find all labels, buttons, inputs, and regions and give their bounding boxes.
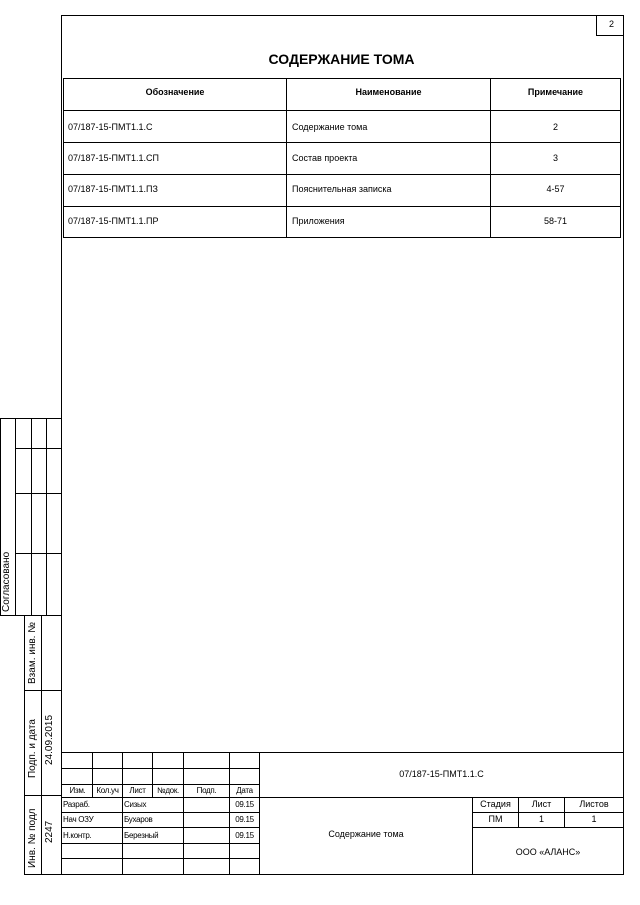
col-header-date: Дата bbox=[236, 786, 253, 795]
col-header-qty: Кол.уч bbox=[96, 786, 119, 795]
frame-bottom bbox=[61, 874, 624, 875]
orig-inv-label: Инв. № подл bbox=[27, 808, 38, 868]
sheets-value: 1 bbox=[591, 814, 597, 824]
sheet-value: 1 bbox=[538, 814, 544, 824]
orig-inv-value: 2247 bbox=[44, 820, 55, 843]
col-header-change: Изм. bbox=[69, 786, 86, 795]
doc-name: Содержание тома bbox=[328, 829, 404, 839]
header-designation: Обозначение bbox=[145, 87, 205, 97]
frame-right bbox=[623, 15, 624, 875]
page-title: СОДЕРЖАНИЕ ТОМА bbox=[268, 51, 415, 67]
col-header-sheet: Лист bbox=[129, 786, 146, 795]
sign-date-label: Подп. и дата bbox=[27, 719, 38, 778]
replaced-inv-label: Взам. инв. № bbox=[27, 622, 38, 684]
stage-value: ПМ bbox=[488, 814, 503, 824]
page-number-box-bottom bbox=[596, 35, 623, 36]
stage-label: Стадия bbox=[480, 799, 511, 809]
sign-date-value: 24.09.2015 bbox=[44, 714, 55, 765]
frame-top bbox=[61, 15, 624, 16]
col-header-docnum: №док. bbox=[157, 786, 179, 795]
header-note: Примечание bbox=[527, 87, 584, 97]
page-number-box-left bbox=[596, 15, 597, 36]
col-header-sign: Подп. bbox=[196, 786, 217, 795]
agreed-label: Согласовано bbox=[1, 551, 12, 612]
page-number: 2 bbox=[609, 19, 615, 29]
frame-left bbox=[61, 15, 62, 875]
sheets-label: Листов bbox=[579, 799, 609, 809]
sheet-label: Лист bbox=[531, 799, 552, 809]
header-name: Наименование bbox=[355, 87, 422, 97]
company-name: ООО «АЛАНС» bbox=[515, 847, 581, 857]
document-code: 07/187-15-ПМТ1.1.С bbox=[399, 769, 484, 779]
